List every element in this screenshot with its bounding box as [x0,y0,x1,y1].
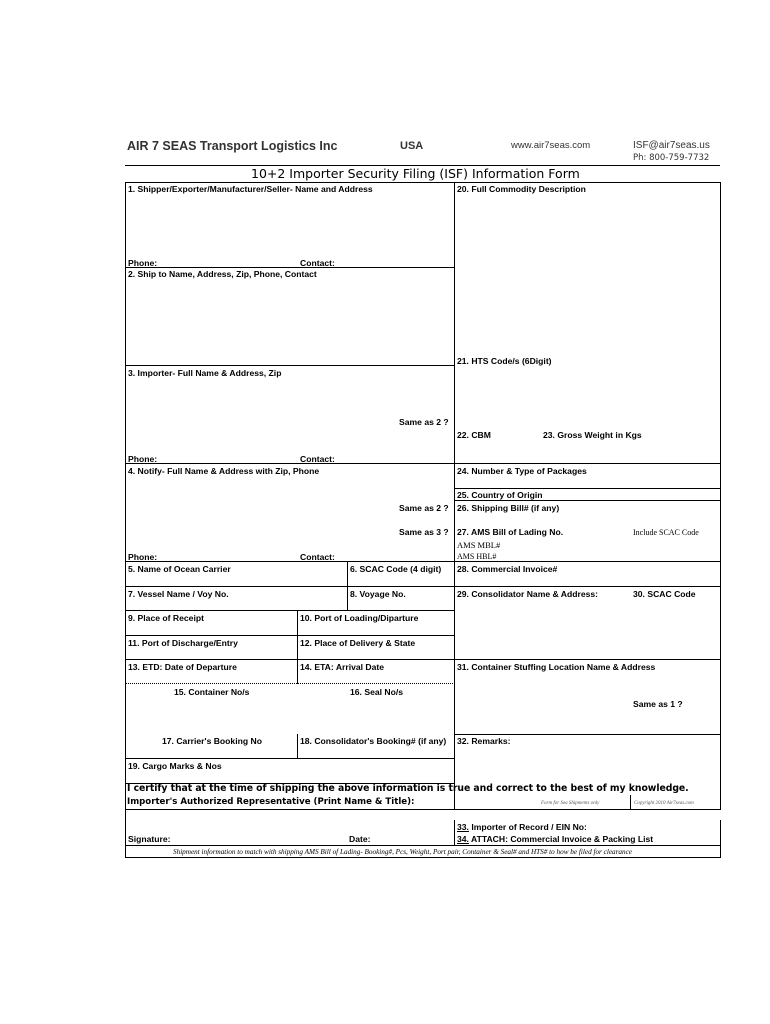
sea-shipments-note: Form for Sea Shipments only [541,801,600,806]
field-4-same-as-2[interactable]: Same as 2 ? [399,503,449,513]
field-31-same-as-1[interactable]: Same as 1 ? [633,699,683,709]
field-10-label: 10. Port of Loading/Diparture [300,613,419,623]
field-5-label: 5. Name of Ocean Carrier [128,564,231,574]
grid-line [125,809,721,810]
field-23-label: 23. Gross Weight in Kgs [543,430,642,440]
email-link[interactable]: ISF@air7seas.us [633,140,710,151]
field-27-label: 27. AMS Bill of Lading No. [457,527,564,537]
grid-line [125,586,455,587]
field-4-phone-label: Phone: [128,552,158,562]
grid-line [297,610,298,684]
grid-line [454,734,721,735]
grid-line [454,659,721,660]
field-33-text: Importer of Record / EIN No: [471,822,587,832]
field-3-contact-label: Contact: [300,454,335,464]
field-3-phone-label: Phone: [128,454,158,464]
grid-line [125,683,455,684]
field-15-label: 15. Container No/s [174,687,250,697]
grid-line [630,795,631,809]
field-34-text: ATTACH: Commercial Invoice & Packing List [471,834,654,844]
field-30-label: 30. SCAC Code [633,589,696,599]
grid-line [454,463,721,464]
grid-line [125,758,455,759]
grid-line [125,845,721,846]
date-label: Date: [349,834,371,844]
field-13-label: 13. ETD: Date of Departure [128,662,237,672]
field-11-label: 11. Port of Discharge/Entry [128,638,238,648]
grid-line [454,500,721,501]
grid-line [125,365,455,366]
field-34-number: 34. [457,834,469,844]
grid-line [454,820,455,845]
grid-line [454,182,455,809]
field-3-same-as-2[interactable]: Same as 2 ? [399,417,449,427]
field-3-label: 3. Importer- Full Name & Address, Zip [128,368,282,378]
field-6-label: 6. SCAC Code (4 digit) [350,564,442,574]
grid-line [125,635,455,636]
field-21-label: 21. HTS Code/s (6Digit) [457,356,552,366]
field-19-label: 19. Cargo Marks & Nos [128,761,222,771]
grid-line [720,820,721,857]
grid-line [125,182,126,858]
grid-line [720,182,721,809]
field-33-label [457,822,587,832]
copyright-note: Copyright 2010 Air7seas.com [634,801,694,806]
field-9-label: 9. Place of Receipt [128,613,204,623]
field-4-same-as-3[interactable]: Same as 3 ? [399,527,449,537]
field-25-label: 25. Country of Origin [457,490,543,500]
representative-label: Importer's Authorized Representative (Print Name & Title): [127,797,415,807]
field-17-label: 17. Carrier's Booking No [162,736,262,746]
field-29-label: 29. Consolidator Name & Address: [457,589,599,599]
phone-number: Ph: 800-759-7732 [633,153,710,163]
grid-line [125,610,455,611]
grid-line [125,857,721,858]
field-24-label: 24. Number & Type of Packages [457,466,587,476]
grid-line [125,463,455,464]
field-1-contact-label: Contact: [300,258,335,268]
field-1-phone-label: Phone: [128,258,158,268]
field-1-label: 1. Shipper/Exporter/Manufacturer/Seller- Name and Address [128,184,373,194]
field-20-label: 20. Full Commodity Description [457,184,586,194]
company-name: AIR 7 SEAS Transport Logistics Inc [127,139,338,153]
grid-line [454,488,721,489]
field-27-mbl-label: AMS MBL# [457,540,501,550]
grid-line [297,734,298,759]
field-34-label [457,834,653,844]
grid-line [125,182,721,183]
field-2-label: 2. Ship to Name, Address, Zip, Phone, Contact [128,269,317,279]
field-14-label: 14. ETA: Arrival Date [300,662,385,672]
field-18-label: 18. Consolidator's Booking# (if any) [300,736,447,746]
field-4-contact-label: Contact: [300,552,335,562]
form-title: 10+2 Importer Security Filing (ISF) Information Form [251,166,580,181]
grid-line [125,267,455,268]
grid-line [454,586,721,587]
field-7-label: 7. Vessel Name / Voy No. [128,589,229,599]
grid-line [125,659,455,660]
field-32-label: 32. Remarks: [457,736,511,746]
field-27-scac-note: Include SCAC Code [633,528,699,537]
field-8-label: 8. Voyage No. [350,589,406,599]
grid-line [125,561,455,562]
field-22-label: 22. CBM [457,430,491,440]
field-27-hbl-label: AMS HBL# [457,552,497,561]
website-link[interactable]: www.air7seas.com [511,140,591,151]
field-12-label: 12. Place of Delivery & State [300,638,416,648]
field-16-label: 16. Seal No/s [350,687,404,697]
certification-statement: I certify that at the time of shipping the above information is true and correct to the best of my knowledge. [127,783,689,794]
field-31-label: 31. Container Stuffing Location Name & Address [457,662,656,672]
field-4-label: 4. Notify- Full Name & Address with Zip, Phone [128,466,320,476]
country-label: USA [400,140,424,152]
footer-note: Shipment information to match with shipping AMS Bill of Lading- Booking#, Pcs, Weight, Port pair, Container & Seal# and HTS# to how be filed for clearance [173,848,632,856]
field-33-number: 33. [457,822,469,832]
field-28-label: 28. Commercial Invoice# [457,564,558,574]
field-26-label: 26. Shipping Bill# (if any) [457,503,560,513]
signature-label: Signature: [128,834,171,844]
grid-line [347,561,348,611]
